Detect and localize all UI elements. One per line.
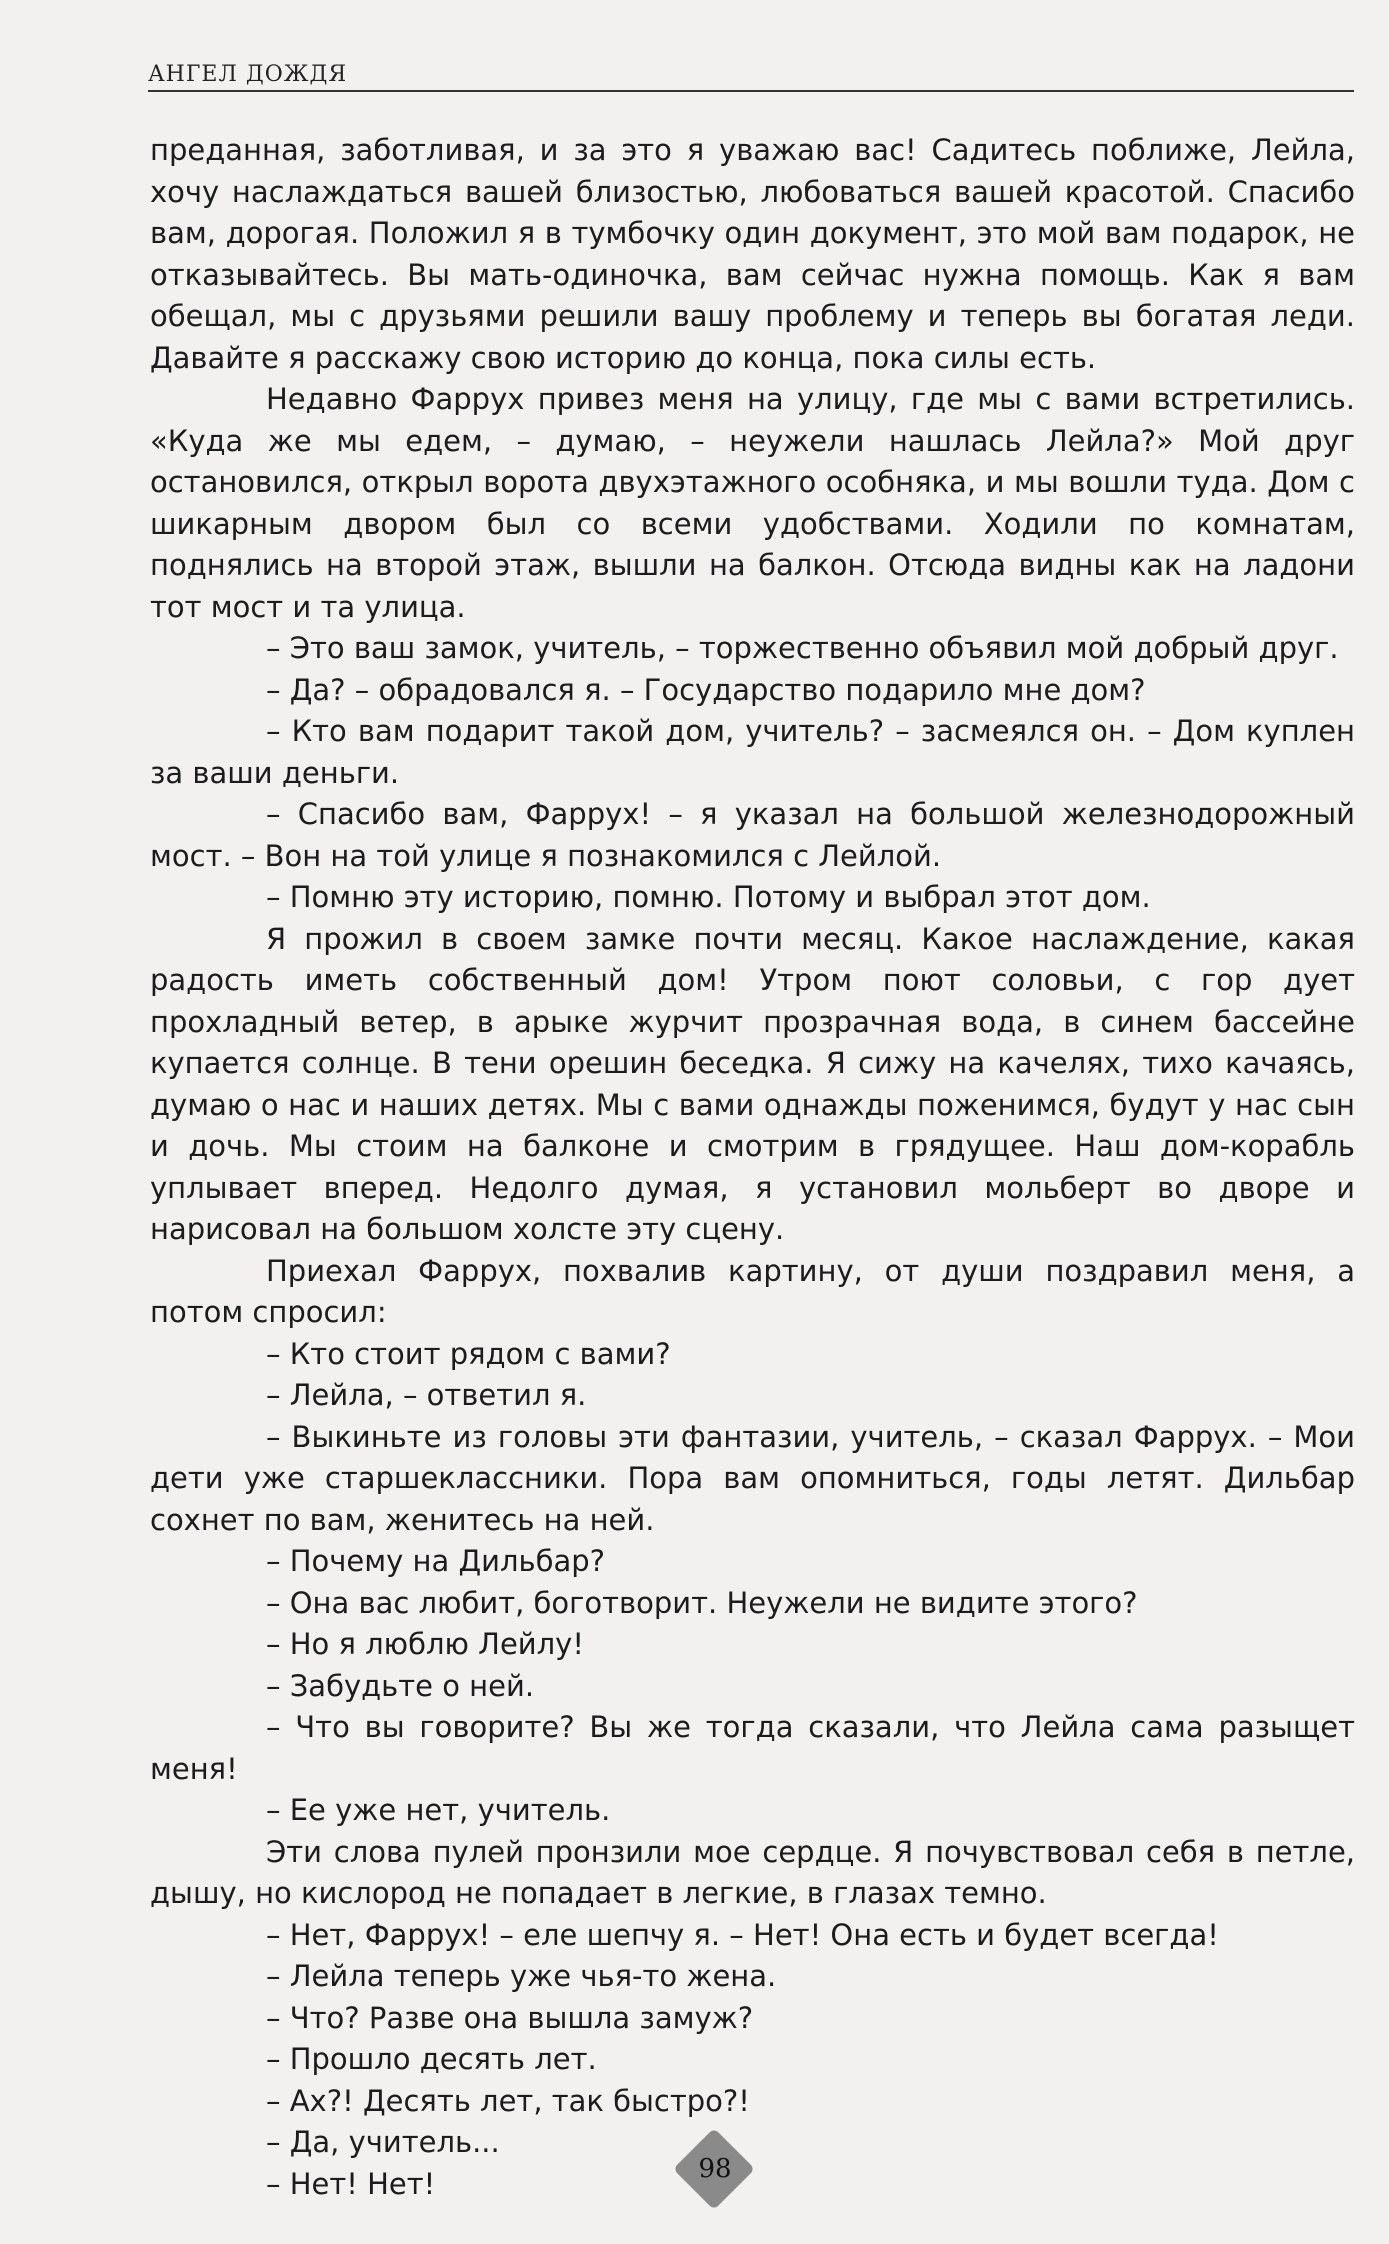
dialogue-line: – Она вас любит, боготворит. Неужели не видите этого? xyxy=(266,1585,1138,1620)
page-number-badge xyxy=(675,2130,755,2210)
dialogue-line: – Да, учитель... xyxy=(266,2125,500,2159)
dialogue-line: – Кто вам подарит такой дом, учитель? – засмеялся он. – Дом куплен за ваши деньги. xyxy=(150,714,1355,790)
dialogue-line: – Кто стоит рядом с вами? xyxy=(266,1336,671,1371)
header-rule xyxy=(148,90,1354,92)
dialogue-line: – Лейла, – ответил я. xyxy=(266,1378,587,1412)
dialogue-line: – Нет! Нет! xyxy=(266,2166,436,2201)
dialogue-line: – Ах?! Десять лет, так быстро?! xyxy=(266,2083,750,2118)
page-number: 98 xyxy=(698,2154,732,2184)
paragraph: преданная, заботливая, и за это я уважаю вас! Садитесь поближе, Лейла, хочу наслаждаться вашей близостью, любоваться вашей красотой. Спасибо вам, дорогая. Положил я в тумбочку один документ, это мой вам подарок, не отказывайтесь. Вы мать-одиночка, вам сейчас нужна помощь. Как я вам обещал, мы с друзьями решили вашу проблему и теперь вы богатая леди. Давайте я расскажу свою историю до конца, пока силы есть. xyxy=(150,133,1355,375)
dialogue-line: – Что вы говорите? Вы же тогда сказали, что Лейла сама разыщет меня! xyxy=(150,1710,1355,1786)
dialogue-line: – Лейла теперь уже чья-то жена. xyxy=(266,1959,777,1993)
dialogue-line: – Это ваш замок, учитель, – торжественно объявил мой добрый друг. xyxy=(266,631,1339,665)
dialogue-line: – Что? Разве она вышла замуж? xyxy=(266,2000,754,2035)
dialogue-line: – Помню эту историю, помню. Потому и выбрал этот дом. xyxy=(266,880,1151,914)
paragraph: Эти слова пулей пронзили мое сердце. Я почувствовал себя в петле, дышу, но кислород не попадает в легкие, в глазах темно. xyxy=(150,1834,1355,1910)
dialogue-line: – Ее уже нет, учитель. xyxy=(266,1793,611,1827)
dialogue-line: – Почему на Дильбар? xyxy=(266,1544,606,1578)
dialogue-line: – Да? – обрадовался я. – Государство подарило мне дом? xyxy=(266,672,1146,707)
paragraph: Я прожил в своем замке почти месяц. Какое наслаждение, какая радость иметь собственный дом! Утром поют соловьи, с гор дует прохладный ветер, в арыке журчит прозрачная вода, в синем бассейне купается солнце. В тени орешин беседка. Я сижу на качелях, тихо качаясь, думаю о нас и наших детях. Мы с вами однажды поженимся, будут у нас сын и дочь. Мы стоим на балконе и смотрим в грядущее. Наш дом-корабль уплывает вперед. Недолго думая, я установил мольберт во дворе и нарисовал на большом холсте эту сцену. xyxy=(150,921,1355,1246)
dialogue-line: – Но я люблю Лейлу! xyxy=(266,1627,584,1661)
dialogue-line: – Забудьте о ней. xyxy=(266,1668,535,1703)
running-title: АНГЕЛ ДОЖДЯ xyxy=(148,62,348,87)
page-header xyxy=(148,56,1354,96)
dialogue-line: – Выкиньте из головы эти фантазии, учитель, – сказал Фаррух. – Мои дети уже старшеклассники. Пора вам опомниться, годы летят. Дильбар сохнет по вам, женитесь на ней. xyxy=(150,1419,1355,1537)
body-text xyxy=(150,130,1355,2205)
dialogue-line: – Спасибо вам, Фаррух! – я указал на большой железнодорожный мост. – Вон на той улице я познакомился с Лейлой. xyxy=(150,797,1355,873)
paragraph: Приехал Фаррух, похвалив картину, от души поздравил меня, а потом спросил: xyxy=(150,1253,1355,1329)
dialogue-line: – Прошло десять лет. xyxy=(266,2042,597,2076)
paragraph: Недавно Фаррух привез меня на улицу, где мы с вами встретились. «Куда же мы едем, – думаю, – неужели нашлась Лейла?» Мой друг остановился, открыл ворота двухэтажного особняка, и мы вошли туда. Дом с шикарным двором был со всеми удобствами. Ходили по комнатам, поднялись на второй этаж, вышли на балкон. Отсюда видны как на ладони тот мост и та улица. xyxy=(150,382,1355,624)
dialogue-line: – Нет, Фаррух! – еле шепчу я. – Нет! Она есть и будет всегда! xyxy=(266,1917,1219,1952)
